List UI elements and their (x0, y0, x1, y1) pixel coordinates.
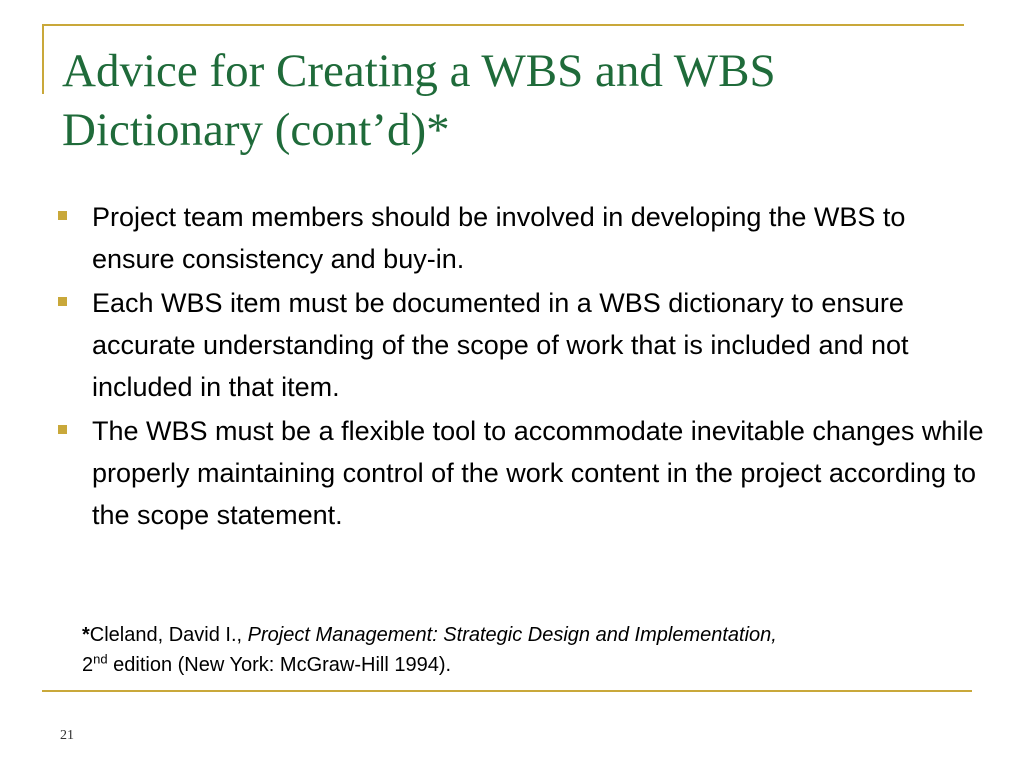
citation-footnote (82, 620, 982, 680)
citation-edition-number: 2 (82, 654, 94, 676)
bullet-text: Each WBS item must be documented in a WBS dictionary to ensure accurate understanding of the scope of work that is included and not included in that item. (92, 288, 909, 402)
citation-rest: edition (New York: McGraw-Hill 1994). (107, 654, 452, 676)
citation-author: Cleland, David I., (89, 624, 248, 646)
square-bullet-icon (58, 297, 67, 306)
frame-top-rule (42, 24, 964, 26)
slide-title (62, 42, 962, 160)
bullet-item (56, 196, 986, 280)
bullet-text: Project team members should be involved in developing the WBS to ensure consistency and buy-in. (92, 202, 906, 274)
square-bullet-icon (58, 211, 67, 220)
citation-star: * (82, 624, 90, 646)
footer-rule (42, 690, 972, 692)
bullet-item (56, 282, 986, 408)
slide-title-line-2: Dictionary (cont’d)* (62, 104, 450, 156)
frame-left-rule (42, 24, 44, 94)
citation-edition-suffix: nd (93, 651, 108, 667)
citation-book-title: Project Management: Strategic Design and Implementation, (247, 624, 777, 646)
page-number: 21 (60, 728, 74, 743)
bullet-list (56, 196, 986, 538)
slide-title-line-1: Advice for Creating a WBS and WBS (62, 45, 776, 97)
square-bullet-icon (58, 425, 67, 434)
bullet-text: The WBS must be a flexible tool to accommodate inevitable changes while properly maintaining control of the work content in the project according to the scope statement. (92, 416, 984, 530)
bullet-item (56, 410, 986, 536)
